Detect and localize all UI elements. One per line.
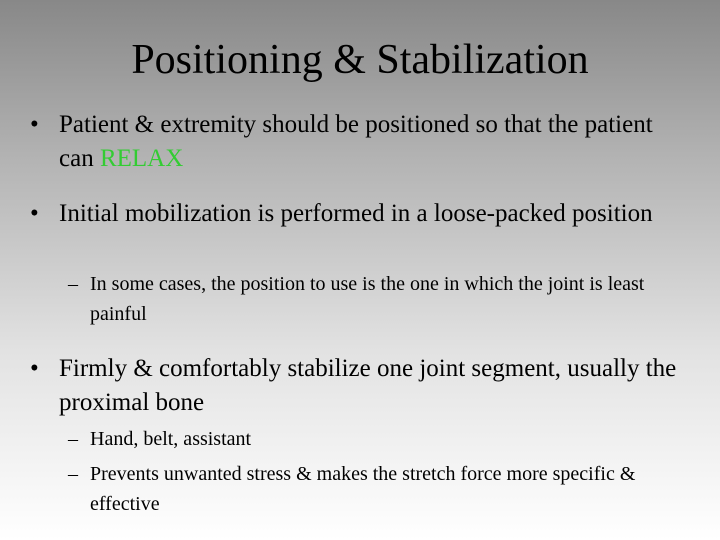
subbullet-text: In some cases, the position to use is the one in which the joint is least painful [90, 273, 645, 325]
subbullet-text: Prevents unwanted stress & makes the stretch force more specific & effective [90, 463, 636, 515]
subbullet-text: Hand, belt, assistant [90, 428, 252, 450]
subbullet-prevents-stress [68, 459, 693, 519]
bullet-text-main: Patient & extremity should be positioned so that the patient can [59, 111, 653, 172]
bullet-marker: • [30, 355, 39, 382]
bullet-marker: • [30, 200, 39, 227]
relax-highlight: RELAX [99, 145, 184, 172]
subbullet-hand-belt [68, 424, 693, 454]
bullet-text: Initial mobilization is performed in a loose-packed position [59, 200, 653, 227]
bullet-marker: • [30, 111, 39, 138]
bullet-text [59, 108, 680, 176]
subbullet-marker: – [68, 273, 78, 295]
bullet-text: Firmly & comfortably stabilize one joint segment, usually the proximal bone [59, 355, 677, 416]
bullet-positioning [30, 108, 680, 176]
bullet-initial-mobilization [30, 197, 680, 231]
subbullet-least-painful [68, 269, 693, 329]
subbullet-marker: – [68, 463, 78, 485]
bullet-stabilize [30, 352, 680, 420]
subbullet-marker: – [68, 428, 78, 450]
slide-title: Positioning & Stabilization [131, 37, 589, 83]
